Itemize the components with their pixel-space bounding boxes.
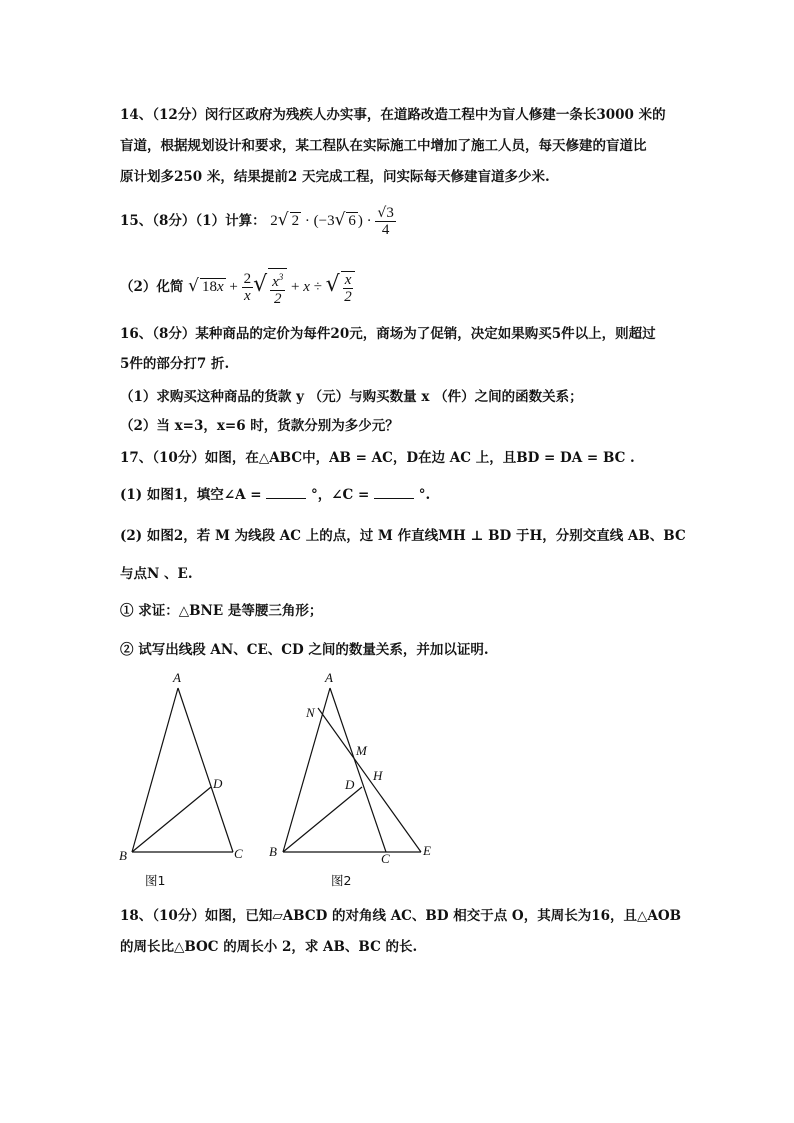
fig2-segment-bd xyxy=(283,787,362,852)
fig1-label-d: D xyxy=(213,776,223,791)
figure-1 xyxy=(132,688,233,852)
q17-line-4: 与点N 、E. xyxy=(120,566,193,582)
fig1-label-b: B xyxy=(119,848,127,863)
q15-prefix: 15、（8分）（1）计算： xyxy=(120,212,266,229)
fig1-caption: 图1 xyxy=(145,873,166,888)
q15-line-1 xyxy=(120,205,396,238)
fig2-label-b: B xyxy=(269,844,277,859)
fig1-side-ab xyxy=(132,688,178,852)
q17-blank-angle-a[interactable] xyxy=(266,485,306,499)
q16-line-3: （1）求购买这种商品的货款 y （元）与购买数量 x （件）之间的函数关系； xyxy=(120,389,583,405)
fig2-line-ne xyxy=(318,708,421,852)
fig1-side-ac xyxy=(178,688,233,852)
q17-blank-angle-c[interactable] xyxy=(374,485,414,499)
q16-line-2: 5件的部分打7 折. xyxy=(120,356,230,372)
q17-figures xyxy=(0,660,794,895)
q15-line-2 xyxy=(120,268,355,307)
q15-part1-rendered: 2√ 2 · (−3√ 6 ) · $\frac{√3}{4}$ xyxy=(270,205,394,238)
figure-2 xyxy=(283,688,421,852)
fig2-label-n: N xyxy=(306,705,315,720)
fig2-label-a: A xyxy=(325,670,333,685)
q18-line-2: 的周长比△BOC 的周长小 2，求 AB、BC 的长. xyxy=(120,939,418,955)
q17-fill-a-label: (1) 如图1，填空∠A = xyxy=(120,487,262,503)
fig2-label-m: M xyxy=(356,743,367,758)
q17-line-5: ① 求证：△BNE 是等腰三角形； xyxy=(120,603,323,619)
fig1-segment-bd xyxy=(132,787,211,852)
fig1-label-c: C xyxy=(234,846,243,861)
q16-line-4: （2）当 x=3，x=6 时，货款分别为多少元？ xyxy=(120,418,399,434)
q15-part2-rendered: √ 18x + $\frac{2}{x}$ √ $\frac{x^3}{2}$ + x ÷ √ $\frac{x}{2}$ xyxy=(188,279,355,295)
fig2-label-d: D xyxy=(345,777,355,792)
fig2-label-c: C xyxy=(381,851,390,866)
q16-line-1: 16、（8分）某种商品的定价为每件20元，商场为了促销，决定如果购买5件以上，则超过 xyxy=(120,326,656,342)
q14-line-1: 14、（12分）闵行区政府为残疾人办实事，在道路改造工程中为盲人修建一条长3000 米的 xyxy=(120,107,666,123)
q17-line-3: (2) 如图2，若 M 为线段 AC 上的点，过 M 作直线MH ⊥ BD 于H，分别交直线 AB、BC xyxy=(120,528,686,544)
fig2-label-e: E xyxy=(423,843,431,858)
fig2-caption: 图2 xyxy=(331,873,352,888)
fig2-label-h: H xyxy=(373,768,383,783)
q14-line-3: 原计划多250 米，结果提前2 天完成工程，问实际每天修建盲道多少米. xyxy=(120,169,550,185)
q15-part2-prefix: （2）化简 xyxy=(120,278,184,295)
q14-line-2: 盲道，根据规划设计和要求，某工程队在实际施工中增加了施工人员，每天修建的盲道比 xyxy=(120,138,647,154)
fig1-label-a: A xyxy=(173,670,181,685)
q17-line-1: 17、（10分）如图，在△ABC中，AB = AC，D在边 AC 上，且BD = DA = BC . xyxy=(120,450,635,466)
q17-line-6: ② 试写出线段 AN、CE、CD 之间的数量关系，并加以证明. xyxy=(120,642,489,658)
q17-fill-end: °. xyxy=(418,487,431,503)
q17-fill-c-label: °，∠C = xyxy=(310,487,370,503)
q18-line-1: 18、（10分）如图，已知▱ABCD 的对角线 AC、BD 相交于点 O，其周长为16，且△AOB xyxy=(120,908,682,924)
q17-line-2 xyxy=(120,483,430,503)
